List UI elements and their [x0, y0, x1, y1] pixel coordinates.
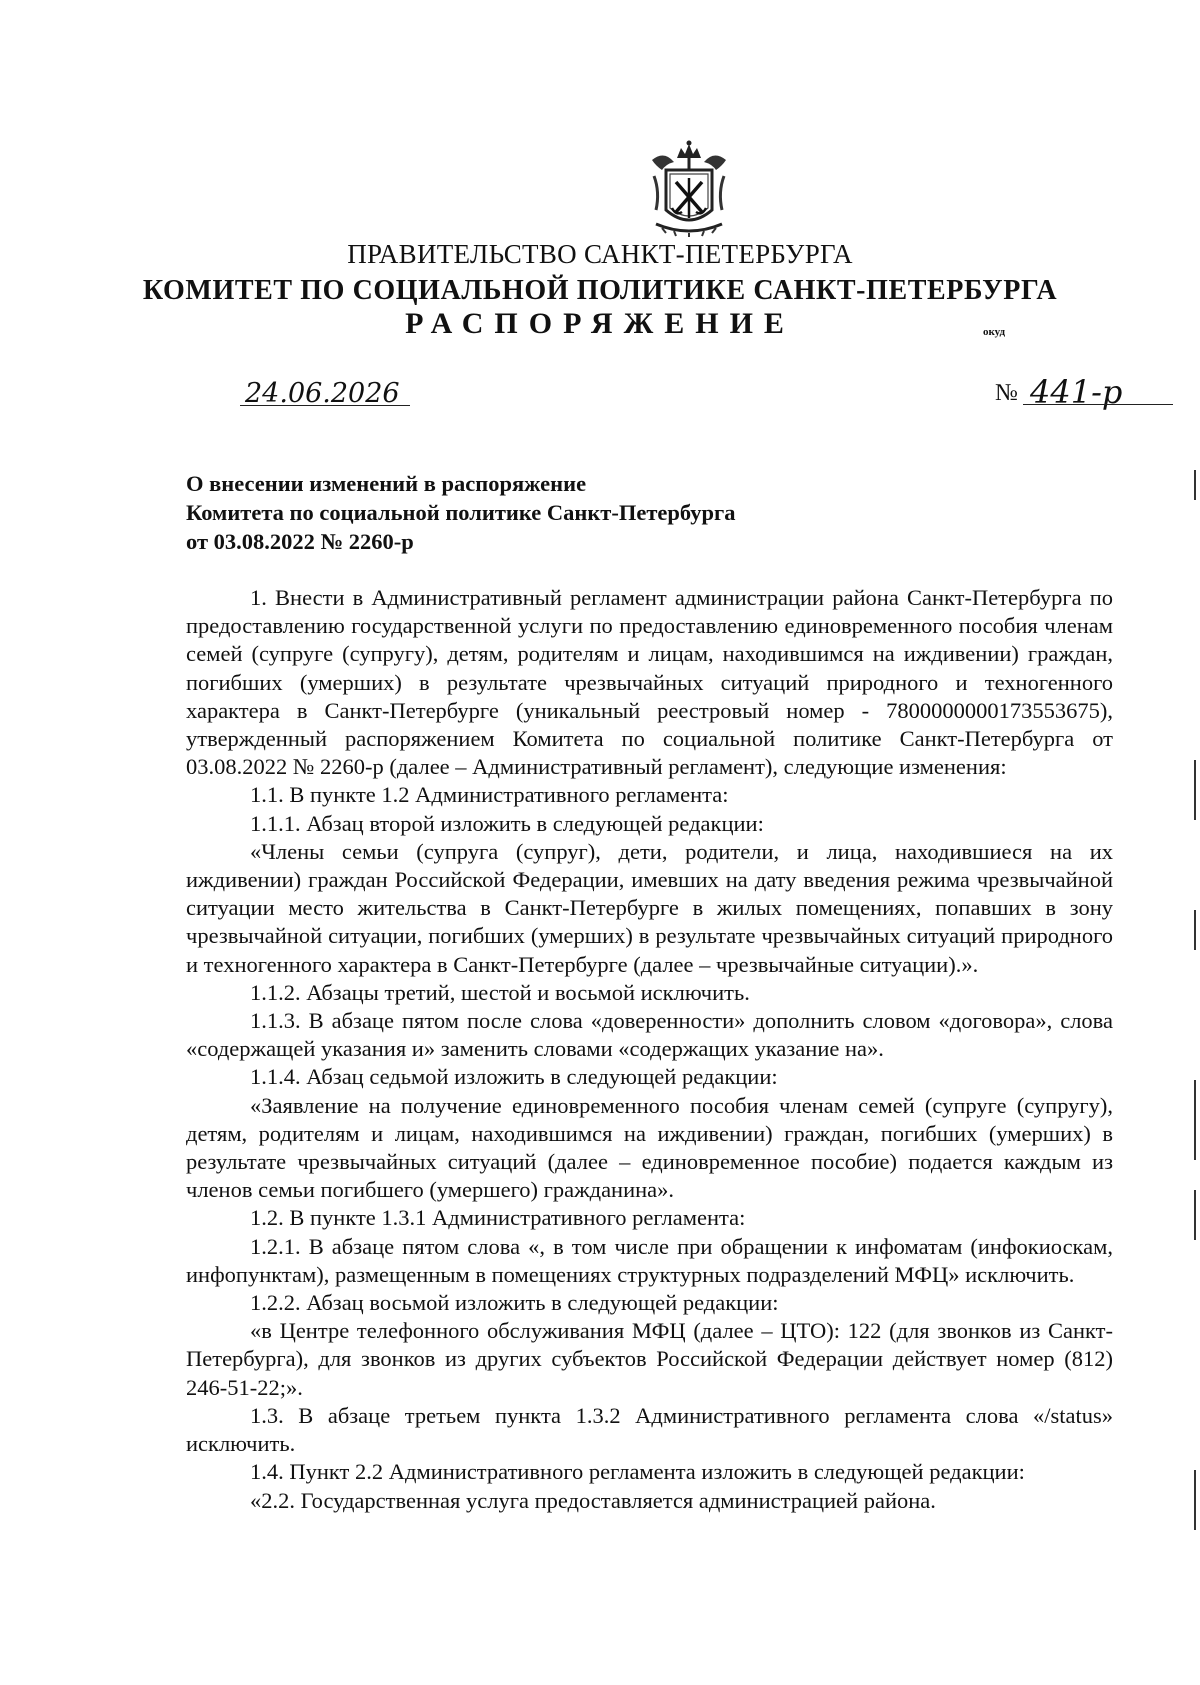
scan-edge-mark	[1194, 1080, 1196, 1160]
paragraph: 1.1.3. В абзаце пятом после слова «доверенности» дополнить словом «договора», слова «содержащей указания и» заменить словами «содержащих указание на».	[186, 1008, 1113, 1062]
document-type-title: РАСПОРЯЖЕНИЕ	[405, 307, 795, 340]
paragraph: 1.4. Пункт 2.2 Административного регламента изложить в следующей редакции:	[250, 1459, 1025, 1485]
paragraph: 1. Внести в Административный регламент администрации района Санкт-Петербурга по предоставлению государственной услуги по предоставлению единовременного пособия членам семей (супруге (супругу), детям, родителям и лицам, находившимся на иждивении) граждан, погибших (умерших) в результате чрезвычайных ситуаций природного и техногенного характера в Санкт-Петербурге (уникальный реестровый номер - 7800000000173553675), утвержденный распоряжением Комитета по социальной политике Санкт-Петербурга от 03.08.2022 № 2260-р (далее – Административный регламент), следующие изменения:	[186, 585, 1113, 780]
document-number: 441-р	[1030, 373, 1123, 411]
paragraph: 1.2.2. Абзац восьмой изложить в следующей редакции:	[250, 1290, 779, 1316]
scan-edge-mark	[1194, 760, 1196, 820]
paragraph: «2.2. Государственная услуга предоставляется администрацией района.	[250, 1487, 936, 1513]
paragraph: 1.3. В абзаце третьем пункта 1.3.2 Административного регламента слова «/status» исключить.	[186, 1402, 1113, 1457]
subject-line: О внесении изменений в распоряжение	[186, 471, 587, 496]
scan-edge-mark	[1194, 1470, 1196, 1530]
scan-edge-mark	[1194, 470, 1196, 500]
subject-line: от 03.08.2022 № 2260-р	[186, 529, 414, 554]
paragraph: «Члены семьи (супруга (супруг), дети, родители, и лица, находившиеся на их иждивении) граждан Российской Федерации, имевших на дату введения режима чрезвычайной ситуации место жительства в Санкт-Петербурге в жилых помещениях, попавших в зону чрезвычайной ситуации, погибших (умерших) в результате чрезвычайных ситуаций природного и техногенного характера в Санкт-Петербурге (далее – чрезвычайные ситуации).».	[186, 838, 1113, 977]
document-body	[186, 584, 1113, 1515]
paragraph: 1.1. В пункте 1.2 Административного регламента:	[250, 782, 729, 808]
paragraph: 1.2. В пункте 1.3.1 Административного регламента:	[250, 1205, 746, 1231]
number-underline	[1023, 404, 1173, 405]
scan-edge-mark	[1194, 1190, 1196, 1240]
paragraph: 1.1.1. Абзац второй изложить в следующей редакции:	[250, 810, 764, 836]
document-subject	[186, 469, 736, 556]
number-label: №	[995, 380, 1018, 406]
subject-line: Комитета по социальной политике Санкт-Петербурга	[186, 500, 736, 525]
date-underline	[240, 405, 410, 406]
paragraph: «Заявление на получение единовременного пособия членам семей (супруге (супругу), детям, родителям и лицам, находившимся на иждивении) граждан, погибших (умерших) в результате чрезвычайных ситуаций (далее – единовременное пособие) подается каждым из членов семьи погибшего (умершего) гражданина».	[186, 1092, 1113, 1203]
paragraph: 1.2.1. В абзаце пятом слова «, в том числе при обращении к инфоматам (инфокиоскам, инфопунктам), размещенным в помещениях структурных подразделений МФЦ» исключить.	[186, 1233, 1113, 1287]
committee-title: КОМИТЕТ ПО СОЦИАЛЬНОЙ ПОЛИТИКЕ САНКТ-ПЕТЕРБУРГА	[142, 275, 1058, 306]
scan-edge-mark	[1194, 910, 1196, 950]
okud-label: окуд	[983, 326, 1006, 338]
paragraph: 1.1.4. Абзац седьмой изложить в следующей редакции:	[250, 1064, 778, 1090]
paragraph: 1.1.2. Абзацы третий, шестой и восьмой исключить.	[250, 979, 750, 1005]
document-date: 24.06.2026	[245, 378, 400, 409]
paragraph: «в Центре телефонного обслуживания МФЦ (далее – ЦТО): 122 (для звонков из Санкт-Петербурга), для звонков из других субъектов Российской Федерации действует номер (812) 246-51-22;».	[186, 1318, 1113, 1400]
government-title: ПРАВИТЕЛЬСТВО САНКТ-ПЕТЕРБУРГА	[347, 239, 853, 269]
coat-of-arms-emblem	[644, 140, 734, 238]
